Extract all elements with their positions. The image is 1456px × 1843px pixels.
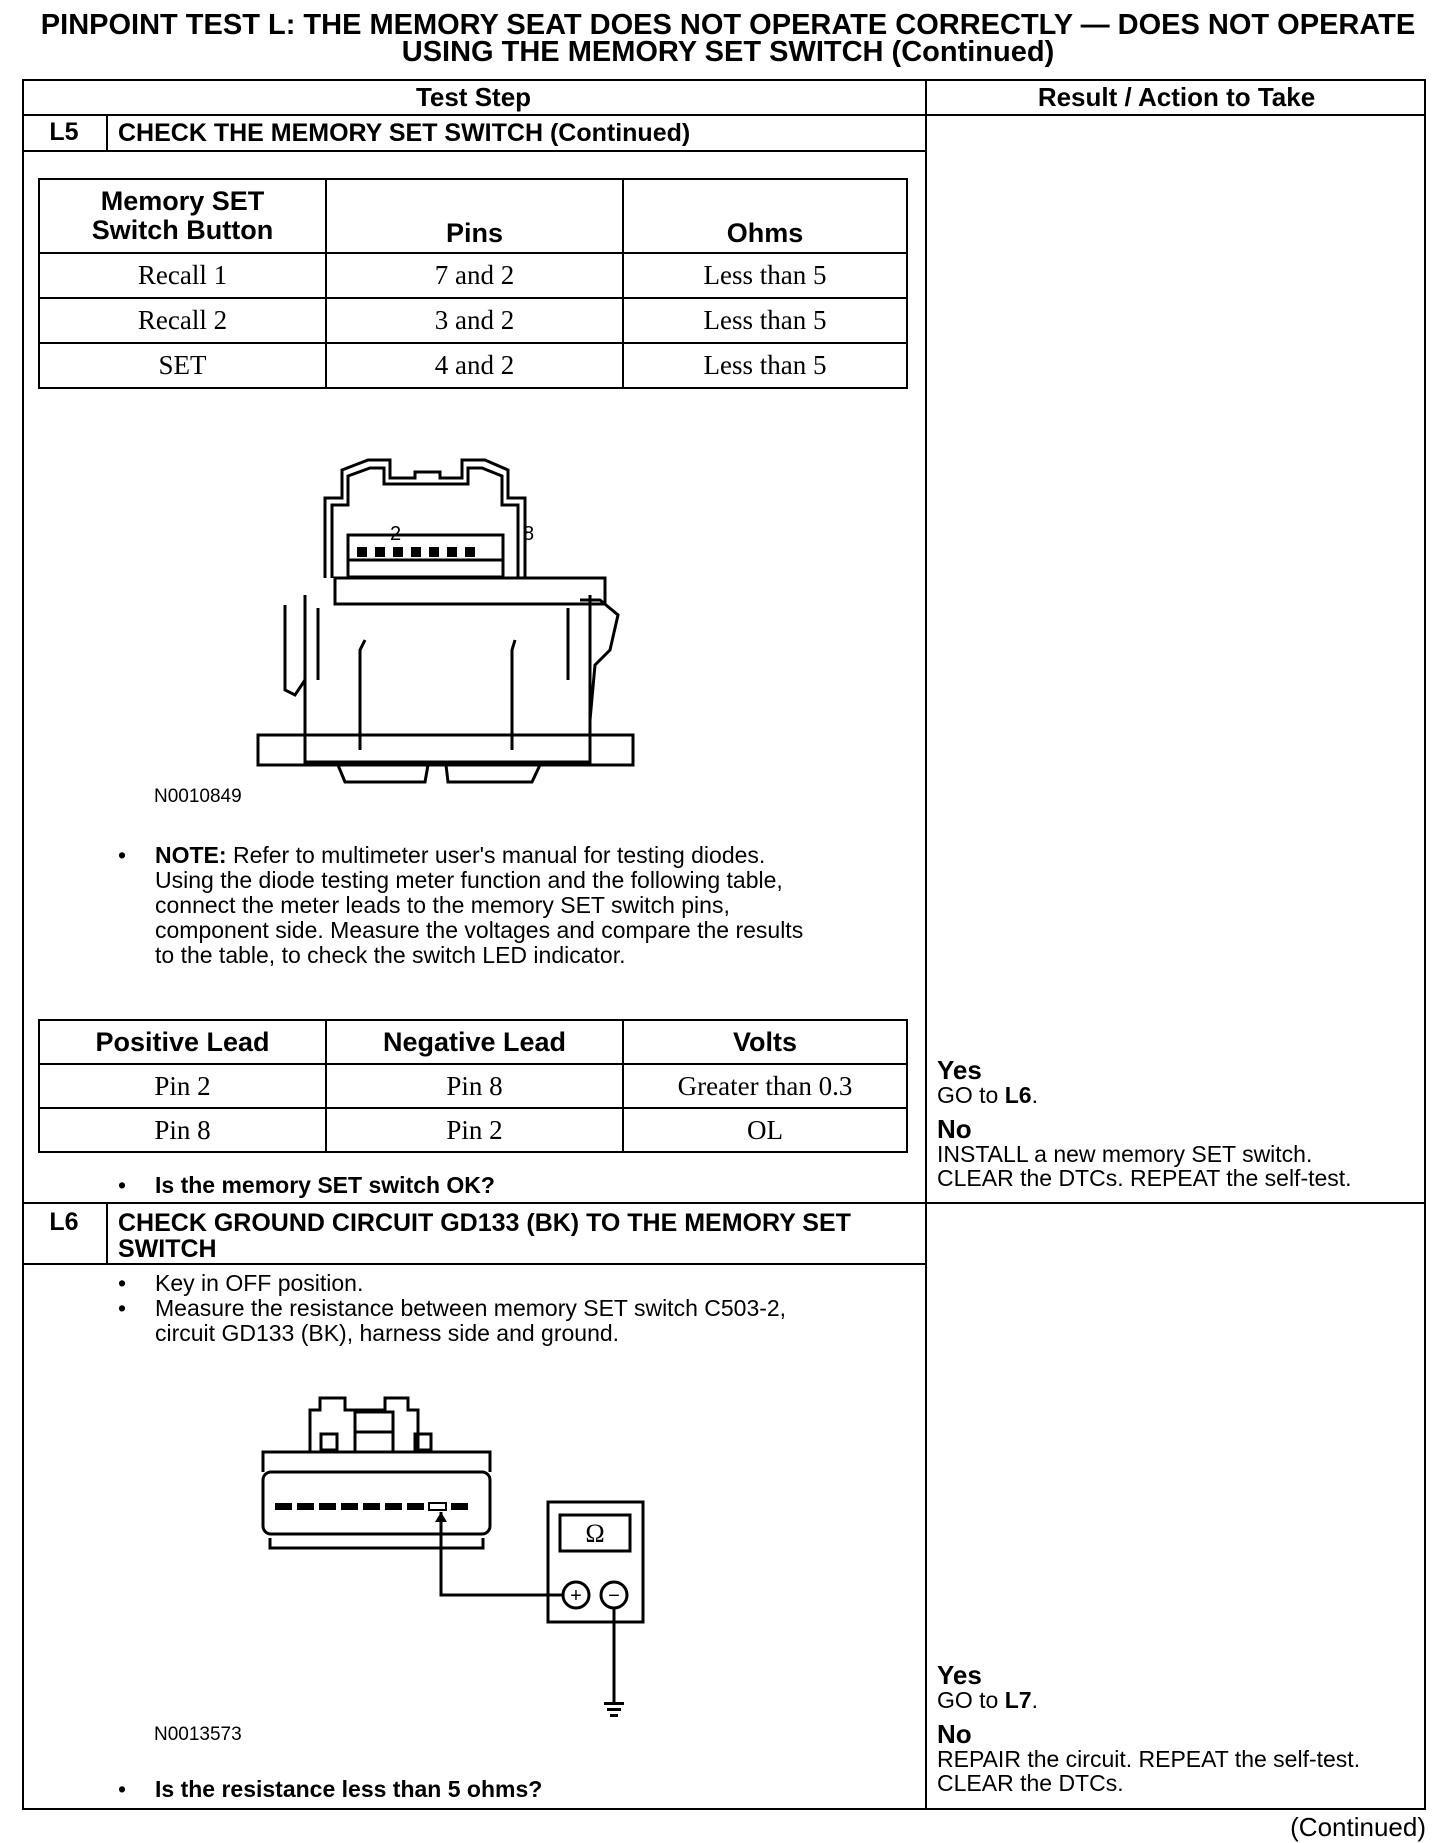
bullet-dot: • [118, 842, 127, 868]
l6-bullet-2-line1: Measure the resistance between memory SET switch C503-2, [155, 1295, 787, 1321]
table-row [39, 343, 907, 388]
continued-label: (Continued) [1290, 1812, 1426, 1842]
l5-yes-action: GO to [937, 1082, 999, 1108]
l5-title-underline [22, 150, 925, 152]
table-cell: 4 and 2 [326, 343, 623, 388]
l6-bullet-2-line2: circuit GD133 (BK), harness side and ground. [155, 1320, 620, 1346]
t1-header-button-line2: Switch Button [91, 215, 274, 245]
harness-meter-illustration [255, 1390, 655, 1720]
table-cell: Less than 5 [623, 343, 907, 388]
l5-question: Is the memory SET switch OK? [155, 1172, 495, 1198]
bullet-dot: • [118, 1270, 127, 1296]
l5-no-label: No [937, 1114, 972, 1144]
header-test-step: Test Step [415, 82, 532, 112]
table-cell: Less than 5 [623, 298, 907, 343]
table-cell: 3 and 2 [326, 298, 623, 343]
step-title-l6 [118, 1210, 851, 1262]
l6-question: Is the resistance less than 5 ohms? [155, 1776, 543, 1802]
bullet-dot: • [118, 1776, 127, 1802]
l5-yes-label: Yes [937, 1055, 982, 1085]
note-line: to the table, to check the switch LED indicator. [155, 942, 626, 968]
bullet-dot: • [118, 1172, 127, 1198]
table-cell: Pin 8 [39, 1108, 326, 1152]
ohm-symbol: Ω [585, 1519, 605, 1548]
switch-connector-illustration [250, 450, 640, 795]
l6-no-action-1: REPAIR the circuit. REPEAT the self-test. [937, 1746, 1361, 1772]
table-cell: 7 and 2 [326, 253, 623, 298]
note-line: Using the diode testing meter function and the following table, [155, 867, 783, 893]
step-divider [22, 1202, 1426, 1204]
plus-terminal: + [570, 1585, 582, 1607]
diode-test-table [38, 1019, 908, 1153]
l6-title-underline [22, 1263, 925, 1265]
t2-header-negative: Negative Lead [326, 1020, 623, 1064]
table-cell: Pin 2 [326, 1108, 623, 1152]
step-title-l6-line1: CHECK GROUND CIRCUIT GD133 (BK) TO THE MEMORY SET [118, 1209, 851, 1237]
memory-switch-ohms-table [38, 178, 908, 389]
table-row [39, 298, 907, 343]
table-cell: Recall 1 [39, 253, 326, 298]
l5-no-action-1: INSTALL a new memory SET switch. [937, 1141, 1313, 1167]
t1-header-button-line1: Memory SET [100, 186, 265, 216]
step-id-l6: L6 [49, 1208, 79, 1236]
l5-yes-target[interactable]: L6 [1004, 1082, 1032, 1108]
pin-label-2: 2 [390, 523, 402, 545]
l6-yes-action: GO to [937, 1687, 999, 1713]
table-cell: OL [623, 1108, 907, 1152]
l6-no-label: No [937, 1719, 972, 1749]
note-line: connect the meter leads to the memory SET switch pins, [155, 892, 730, 918]
bullet-dot: • [118, 1295, 127, 1321]
pin-label-8: 8 [523, 523, 535, 545]
l5-id-divider [106, 115, 108, 151]
l6-id-divider [106, 1203, 108, 1264]
table-row [39, 1064, 907, 1108]
note-label: NOTE: [155, 842, 227, 868]
title-line-1: PINPOINT TEST L: THE MEMORY SEAT DOES NOT OPERATE CORRECTLY — DOES NOT OPERATE [40, 9, 1416, 41]
note-first-line: Refer to multimeter user's manual for testing diodes. [232, 842, 766, 868]
minus-terminal: − [608, 1585, 620, 1607]
figure-id-n0010849: N0010849 [154, 786, 242, 807]
l6-yes-target[interactable]: L7 [1004, 1687, 1032, 1713]
table-row [39, 1108, 907, 1152]
header-result: Result / Action to Take [1037, 82, 1316, 112]
l5-result: Yes GO to L6. No INSTALL a new memory SET switch. CLEAR the DTCs. REPEAT the self-test. [937, 1058, 1417, 1190]
title-line-2: USING THE MEMORY SET SWITCH (Continued) [401, 36, 1055, 68]
table-cell: Pin 8 [326, 1064, 623, 1108]
l6-no-action-2: CLEAR the DTCs. [937, 1770, 1124, 1796]
l6-bullet-1: Key in OFF position. [155, 1270, 364, 1296]
l5-no-action-2: CLEAR the DTCs. REPEAT the self-test. [937, 1165, 1352, 1191]
t2-header-volts: Volts [623, 1020, 907, 1064]
table-cell: Less than 5 [623, 253, 907, 298]
l6-yes-label: Yes [937, 1660, 982, 1690]
l6-result: Yes GO to L7. No REPAIR the circuit. REPEAT the self-test. CLEAR the DTCs. [937, 1663, 1417, 1795]
t2-header-positive: Positive Lead [39, 1020, 326, 1064]
step-id-l5: L5 [49, 118, 79, 146]
table-cell: Recall 2 [39, 298, 326, 343]
note-line: component side. Measure the voltages and compare the results [155, 917, 804, 943]
t1-header-ohms: Ohms [623, 179, 907, 253]
table-row [39, 253, 907, 298]
note-paragraph [155, 843, 915, 968]
table-cell: Pin 2 [39, 1064, 326, 1108]
column-divider [925, 79, 927, 1810]
step-title-l6-line2: SWITCH [118, 1235, 217, 1263]
figure-id-n0013573: N0013573 [154, 1724, 242, 1745]
table-cell: SET [39, 343, 326, 388]
l6-bullet-2 [155, 1296, 786, 1346]
step-title-l5: CHECK THE MEMORY SET SWITCH (Continued) [118, 119, 691, 147]
t1-header-button [39, 179, 326, 253]
page-title [30, 9, 1426, 68]
table-cell: Greater than 0.3 [623, 1064, 907, 1108]
t1-header-pins: Pins [326, 179, 623, 253]
